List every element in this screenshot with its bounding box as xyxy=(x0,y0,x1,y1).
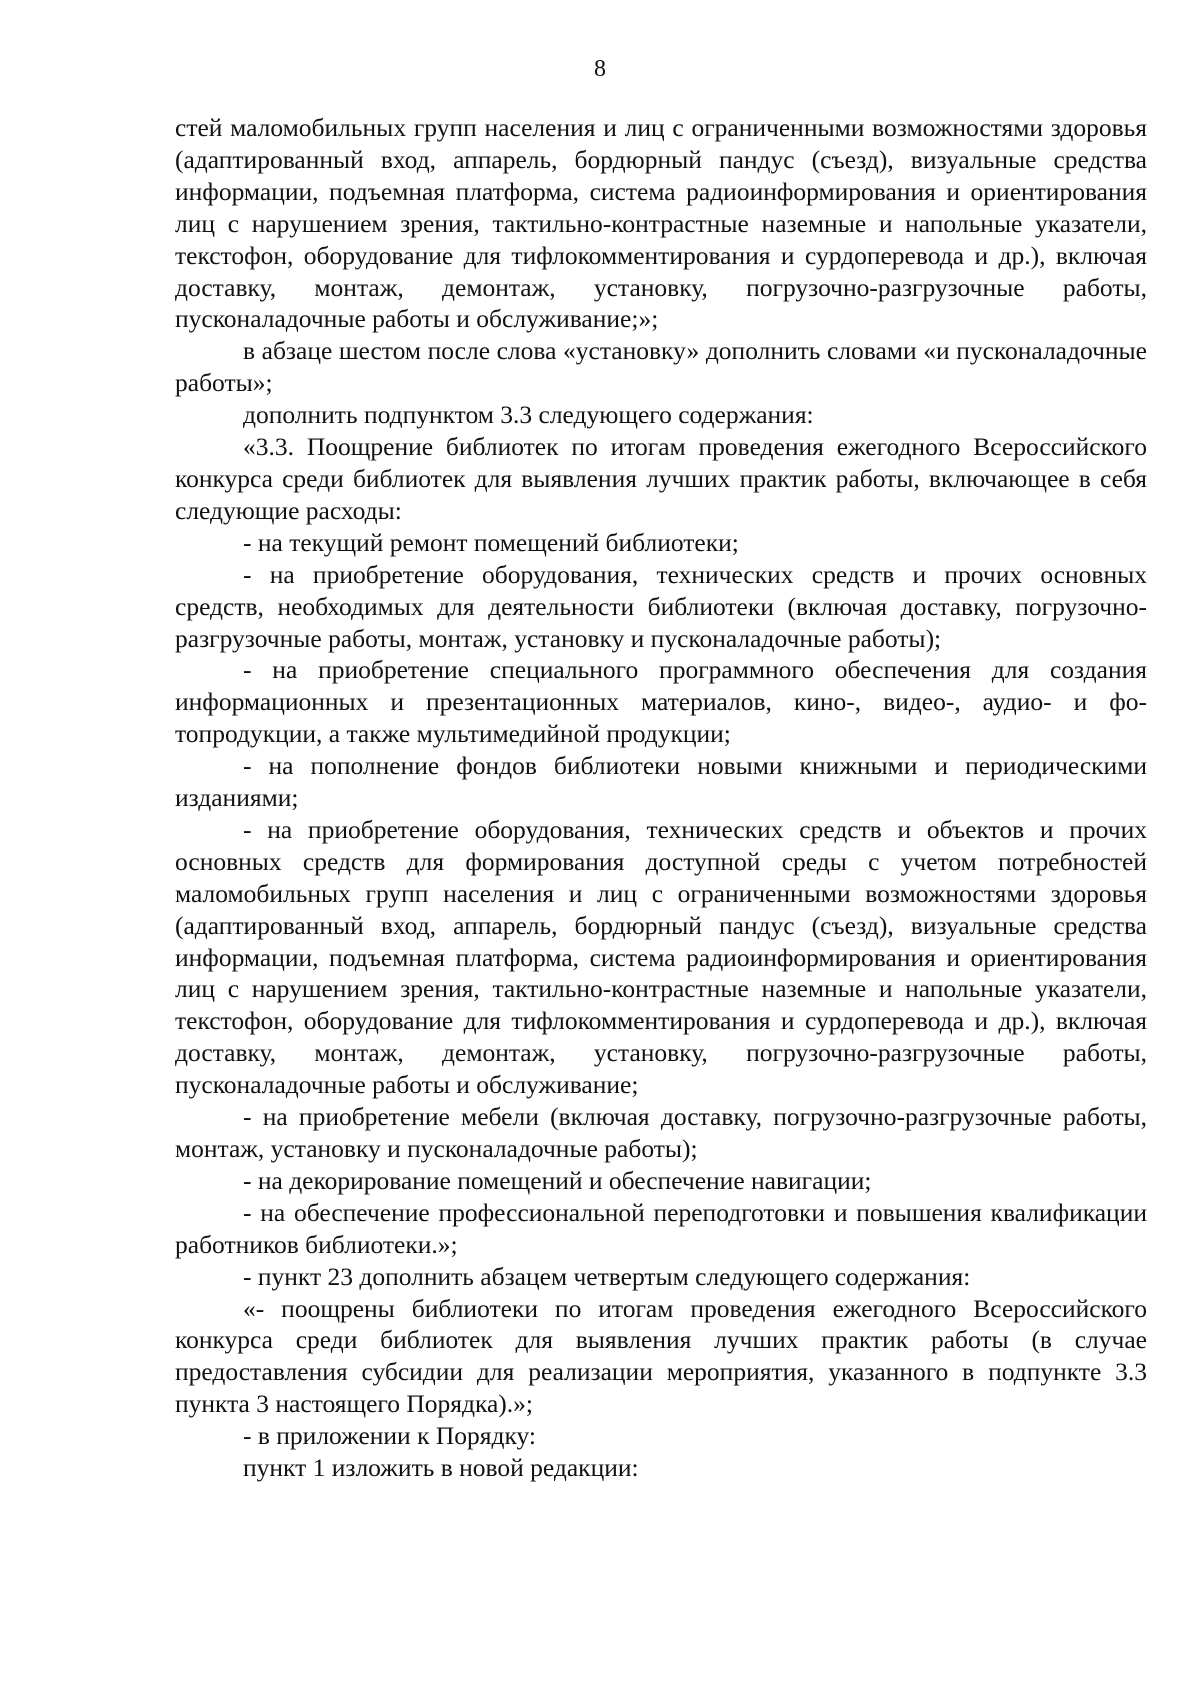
document-body xyxy=(175,112,1147,1484)
paragraph: дополнить подпунктом 3.3 следующего содержания: xyxy=(243,400,814,430)
list-item: - пункт 23 дополнить абзацем четвертым следующего содержания: xyxy=(243,1261,971,1291)
list-item: - на текущий ремонт помещений библиотеки; xyxy=(243,527,739,557)
paragraph: «- поощрены библиотеки по итогам проведения ежегодного Всероссийского конкурса среди библиотек для выявления лучших практик работы (в случае предоставления субсидии для реализации мероприятия, указанного в подпункте 3.3 пункта 3 настоящего Порядка).»; xyxy=(175,1293,1147,1419)
list-item: - на приобретение оборудования, технических средств и объектов и прочих основных средств для формирования доступной среды с учетом потребностей маломобильных групп населения и лиц с ограниченными возможностями здоровья (адаптированный вход, аппарель, бордюрный пандус (съезд), визуальные средства информации, подъемная платформа, система радиоинформирования и ориентирования лиц с нарушением зрения, тактильно-контрастные наземные и напольные указатели, текстофон, оборудование для тифлокомментирования и сурдоперевода и др.), включая доставку, монтаж, демонтаж, установку, погрузочно-разгрузочные работы, пусконаладочные работы и обслуживание; xyxy=(175,814,1147,1100)
list-item: - на приобретение оборудования, технических средств и прочих основных средств, необходимых для деятельности библиотеки (включая доставку, погрузочно-разгрузочные работы, монтаж, установку и пусконаладочные работы); xyxy=(175,559,1147,653)
list-item: - в приложении к Порядку: xyxy=(243,1421,536,1451)
list-item: - на пополнение фондов библиотеки новыми книжными и периодическими изданиями; xyxy=(175,751,1147,813)
paragraph: пункт 1 изложить в новой редакции: xyxy=(243,1453,639,1483)
list-item: - на обеспечение профессиональной переподготовки и повышения квалификации работников библиотеки.»; xyxy=(175,1197,1147,1259)
page-number: 8 xyxy=(594,56,606,82)
list-item: - на приобретение специального программного обеспечения для создания информационных и презентационных материалов, кино-, видео-, аудио- и фотопродукции, а также мультимедийной продукции; xyxy=(175,655,1147,749)
paragraph: в абзаце шестом после слова «установку» дополнить словами «и пусконаладочные работы»; xyxy=(175,336,1147,398)
list-item: - на приобретение мебели (включая доставку, погрузочно-разгрузочные работы, монтаж, установку и пусконаладочные работы); xyxy=(175,1102,1147,1163)
list-item: - на декорирование помещений и обеспечение навигации; xyxy=(243,1165,872,1195)
paragraph: стей маломобильных групп населения и лиц с ограниченными возможностями здоровья (адаптированный вход, аппарель, бордюрный пандус (съезд), визуальные средства информации, подъемная платформа, система радиоинформирования и ориентирования лиц с нарушением зрения, тактильно-контрастные наземные и напольные указатели, текстофон, оборудование для тифлокомментирования и сурдоперевода и др.), включая доставку, монтаж, демонтаж, установку, погрузочно-разгрузочные работы, пусконаладочные работы и обслуживание;»; xyxy=(175,113,1147,334)
paragraph: «3.3. Поощрение библиотек по итогам проведения ежегодного Всероссийского конкурса среди библиотек для выявления лучших практик работы, включающее в себя следующие расходы: xyxy=(175,432,1147,525)
